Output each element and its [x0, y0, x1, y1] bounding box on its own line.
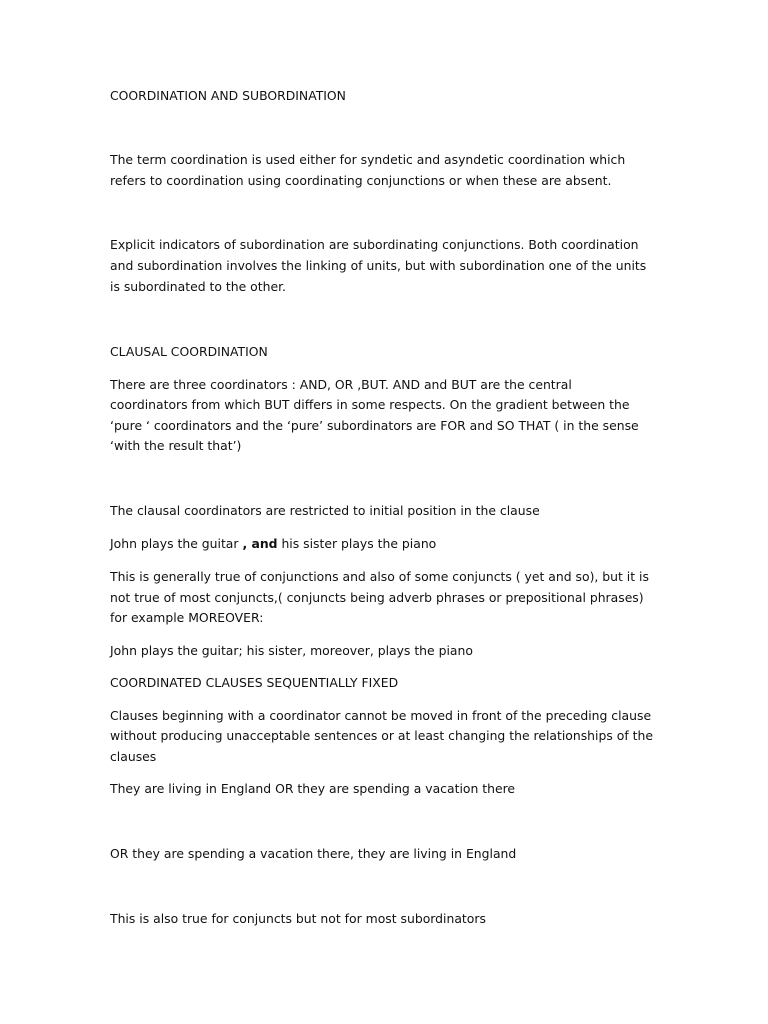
paragraph-line: This is also true for conjuncts but not for most subordinators	[110, 911, 486, 926]
example-sentence: John plays the guitar; his sister, moreover, plays the piano	[110, 643, 473, 658]
paragraph-line: There are three coordinators : AND, OR ,BUT. AND and BUT are the central	[110, 377, 572, 392]
example-sentence: They are living in England OR they are spending a vacation there	[110, 781, 516, 796]
paragraph-line: ‘with the result that’)	[110, 438, 242, 453]
paragraph-line: for example MOREOVER:	[110, 610, 264, 625]
paragraph-line: coordinators from which BUT differs in some respects. On the gradient between the	[110, 397, 630, 412]
example-sentence: OR they are spending a vacation there, they are living in England	[110, 846, 517, 861]
paragraph-line: Explicit indicators of subordination are subordinating conjunctions. Both coordination	[110, 237, 639, 252]
paragraph-line: and subordination involves the linking of units, but with subordination one of the units	[110, 258, 647, 273]
section-heading-clausal: CLAUSAL COORDINATION	[110, 344, 268, 359]
example-bold-conjunction: , and	[242, 536, 278, 551]
document-title: COORDINATION AND SUBORDINATION	[110, 88, 346, 103]
example-text: his sister plays the piano	[277, 536, 437, 551]
paragraph-line: This is generally true of conjunctions and also of some conjuncts ( yet and so), but it is	[110, 569, 649, 584]
paragraph-line: ‘pure ‘ coordinators and the ‘pure’ subordinators are FOR and SO THAT ( in the sense	[110, 418, 639, 433]
paragraph-line: without producing unacceptable sentences or at least changing the relationships of the	[110, 728, 653, 743]
paragraph-line: not true of most conjuncts,( conjuncts being adverb phrases or prepositional phrases)	[110, 590, 644, 605]
example-sentence	[110, 536, 436, 552]
paragraph-line: is subordinated to the other.	[110, 279, 286, 294]
paragraph-line: refers to coordination using coordinating conjunctions or when these are absent.	[110, 173, 612, 188]
paragraph-line: The term coordination is used either for syndetic and asyndetic coordination which	[110, 152, 626, 167]
paragraph-line: Clauses beginning with a coordinator cannot be moved in front of the preceding clause	[110, 708, 652, 723]
section-heading-sequential: COORDINATED CLAUSES SEQUENTIALLY FIXED	[110, 675, 399, 690]
paragraph-line: The clausal coordinators are restricted to initial position in the clause	[110, 503, 540, 518]
example-text: John plays the guitar	[110, 536, 243, 551]
paragraph-line: clauses	[110, 749, 157, 764]
